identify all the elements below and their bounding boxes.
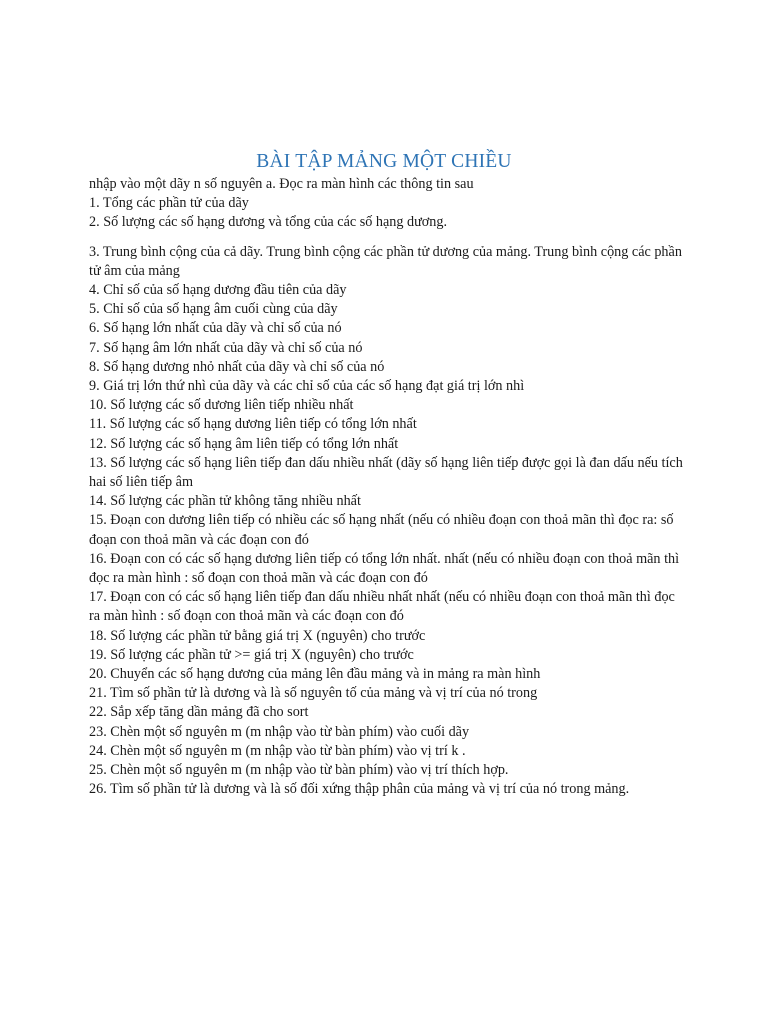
list-item: 16. Đoạn con có các số hạng dương liên tiếp có tổng lớn nhất. nhất (nếu có nhiều đoạn con thoả mãn thì đọc ra màn hình : số đoạn con thoả mãn và các đoạn con đó xyxy=(89,550,680,587)
list-item: 21. Tìm số phần tử là dương và là số nguyên tố của mảng và vị trí của nó trong xyxy=(89,685,538,702)
list-item: 17. Đoạn con có các số hạng liên tiếp đan dấu nhiều nhất nhất (nếu có nhiều đoạn con thoả mãn thì đọc ra màn hình : số đoạn con thoả mãn và các đoạn con đó xyxy=(89,589,675,625)
list-item: 7. Số hạng âm lớn nhất của dãy và chỉ số của nó xyxy=(89,339,363,356)
list-item: 9. Giá trị lớn thứ nhì của dãy và các chỉ số của các số hạng đạt giá trị lớn nhì xyxy=(89,378,525,395)
list-item: 11. Số lượng các số hạng dương liên tiếp có tổng lớn nhất xyxy=(89,416,417,433)
list-item: 22. Sắp xếp tăng dần mảng đã cho sort xyxy=(89,704,309,721)
document-body xyxy=(89,175,689,800)
list-item: 25. Chèn một số nguyên m (m nhập vào từ bàn phím) vào vị trí thích hợp. xyxy=(89,762,509,779)
intro-line: nhập vào một dãy n số nguyên a. Đọc ra màn hình các thông tin sau xyxy=(89,176,474,192)
list-item: 24. Chèn một số nguyên m (m nhập vào từ bàn phím) vào vị trí k . xyxy=(89,742,466,759)
list-item: 26. Tìm số phần tử là dương và là số đối xứng thập phân của mảng và vị trí của nó trong mảng. xyxy=(89,781,630,798)
document-title: BÀI TẬP MẢNG MỘT CHIỀU xyxy=(256,151,512,172)
list-item: 12. Số lượng các số hạng âm liên tiếp có tổng lớn nhất xyxy=(89,435,399,452)
list-item: 4. Chỉ số của số hạng dương đầu tiên của dãy xyxy=(89,282,347,299)
list-item: 23. Chèn một số nguyên m (m nhập vào từ bàn phím) vào cuối dãy xyxy=(89,723,470,740)
list-item: 3. Trung bình cộng của cả dãy. Trung bình cộng các phần tử dương của mảng. Trung bình cộng các phần tử âm của mảng xyxy=(89,243,682,279)
list-item: 1. Tổng các phần tử của dãy xyxy=(89,195,249,212)
list-item: 19. Số lượng các phần tử >= giá trị X (nguyên) cho trước xyxy=(89,646,414,663)
list-item: 13. Số lượng các số hạng liên tiếp đan dấu nhiều nhất (dãy số hạng liên tiếp được gọi là đan dấu nếu tích hai số liên tiếp âm xyxy=(89,454,683,491)
list-item: 20. Chuyển các số hạng dương của mảng lên đầu mảng và in mảng ra màn hình xyxy=(89,666,541,683)
list-item: 5. Chỉ số của số hạng âm cuối cùng của dãy xyxy=(89,301,338,318)
list-item: 8. Số hạng dương nhỏ nhất của dãy và chỉ số của nó xyxy=(89,358,385,375)
list-item: 18. Số lượng các phần tử bằng giá trị X (nguyên) cho trước xyxy=(89,627,426,644)
list-item: 2. Số lượng các số hạng dương và tổng của các số hạng dương. xyxy=(89,214,448,231)
list-item: 14. Số lượng các phần tử không tăng nhiều nhất xyxy=(89,493,361,510)
list-item: 15. Đoạn con dương liên tiếp có nhiều các số hạng nhất (nếu có nhiều đoạn con thoả mãn thì đọc ra: số đoạn con thoả mãn và các đoạn con đó xyxy=(89,512,674,548)
list-item: 6. Số hạng lớn nhất của dãy và chỉ số của nó xyxy=(89,320,342,337)
list-item: 10. Số lượng các số dương liên tiếp nhiều nhất xyxy=(89,397,354,414)
